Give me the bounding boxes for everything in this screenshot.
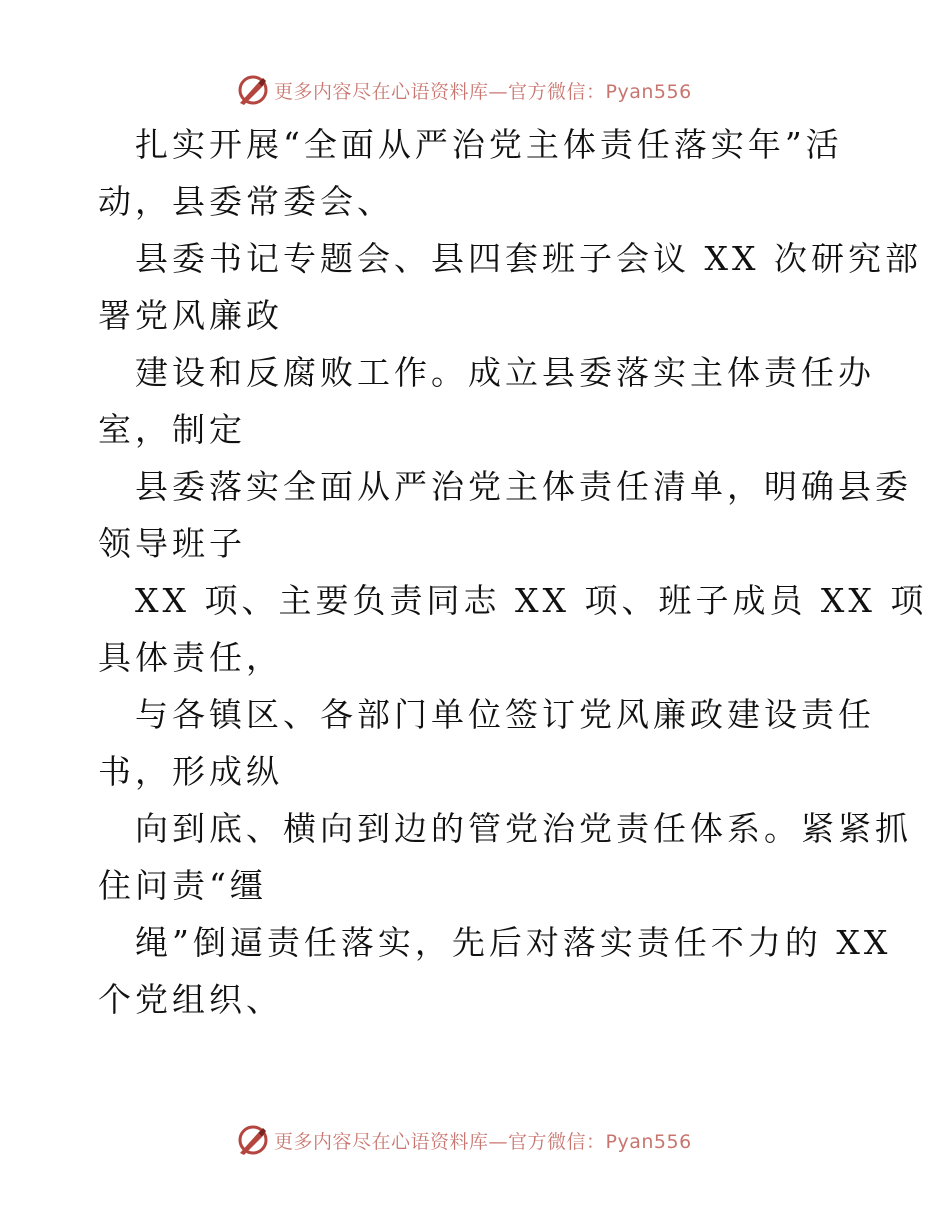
pen-logo-icon xyxy=(236,1123,270,1157)
watermark-handle: Pyan556 xyxy=(605,1130,692,1153)
paragraph xyxy=(0,689,950,803)
paragraph xyxy=(0,803,950,917)
paragraph xyxy=(0,917,950,1031)
line-indented: 县委书记专题会、县四套班子会议 XX 次研究部 xyxy=(135,239,922,278)
line-continuation: 住问责“缰 xyxy=(98,866,267,905)
line-continuation: 具体责任， xyxy=(98,638,283,677)
line-continuation: 动，县委常委会、 xyxy=(98,182,394,221)
pen-logo-icon xyxy=(236,73,270,107)
paragraph xyxy=(0,461,950,575)
line-indented: 扎实开展“全面从严治党主体责任落实年”活 xyxy=(135,125,843,164)
line-continuation: 室，制定 xyxy=(98,410,246,449)
line-indented: XX 项、主要负责同志 XX 项、班子成员 XX 项 xyxy=(135,581,928,620)
line-indented: 向到底、横向到边的管党治党责任体系。紧紧抓 xyxy=(135,809,912,848)
line-indented: 建设和反腐败工作。成立县委落实主体责任办 xyxy=(135,353,875,392)
paragraph xyxy=(0,347,950,461)
line-indented: 绳”倒逼责任落实，先后对落实责任不力的 XX xyxy=(135,923,892,962)
watermark-handle: Pyan556 xyxy=(605,80,692,103)
watermark-text: 更多内容尽在心语资料库—官方微信：Pyan556 xyxy=(274,1130,692,1153)
line-continuation: 个党组织、 xyxy=(98,980,283,1019)
line-continuation: 领导班子 xyxy=(98,524,246,563)
document-body xyxy=(0,119,950,1031)
paragraph xyxy=(0,575,950,689)
line-indented: 县委落实全面从严治党主体责任清单，明确县委 xyxy=(135,467,912,506)
line-continuation: 署党风廉政 xyxy=(98,296,283,335)
footer-watermark xyxy=(236,1122,692,1158)
paragraph xyxy=(0,119,950,233)
paragraph xyxy=(0,233,950,347)
line-continuation: 书，形成纵 xyxy=(98,752,283,791)
header-watermark xyxy=(236,72,692,108)
line-indented: 与各镇区、各部门单位签订党风廉政建设责任 xyxy=(135,695,875,734)
watermark-text: 更多内容尽在心语资料库—官方微信：Pyan556 xyxy=(274,80,692,103)
